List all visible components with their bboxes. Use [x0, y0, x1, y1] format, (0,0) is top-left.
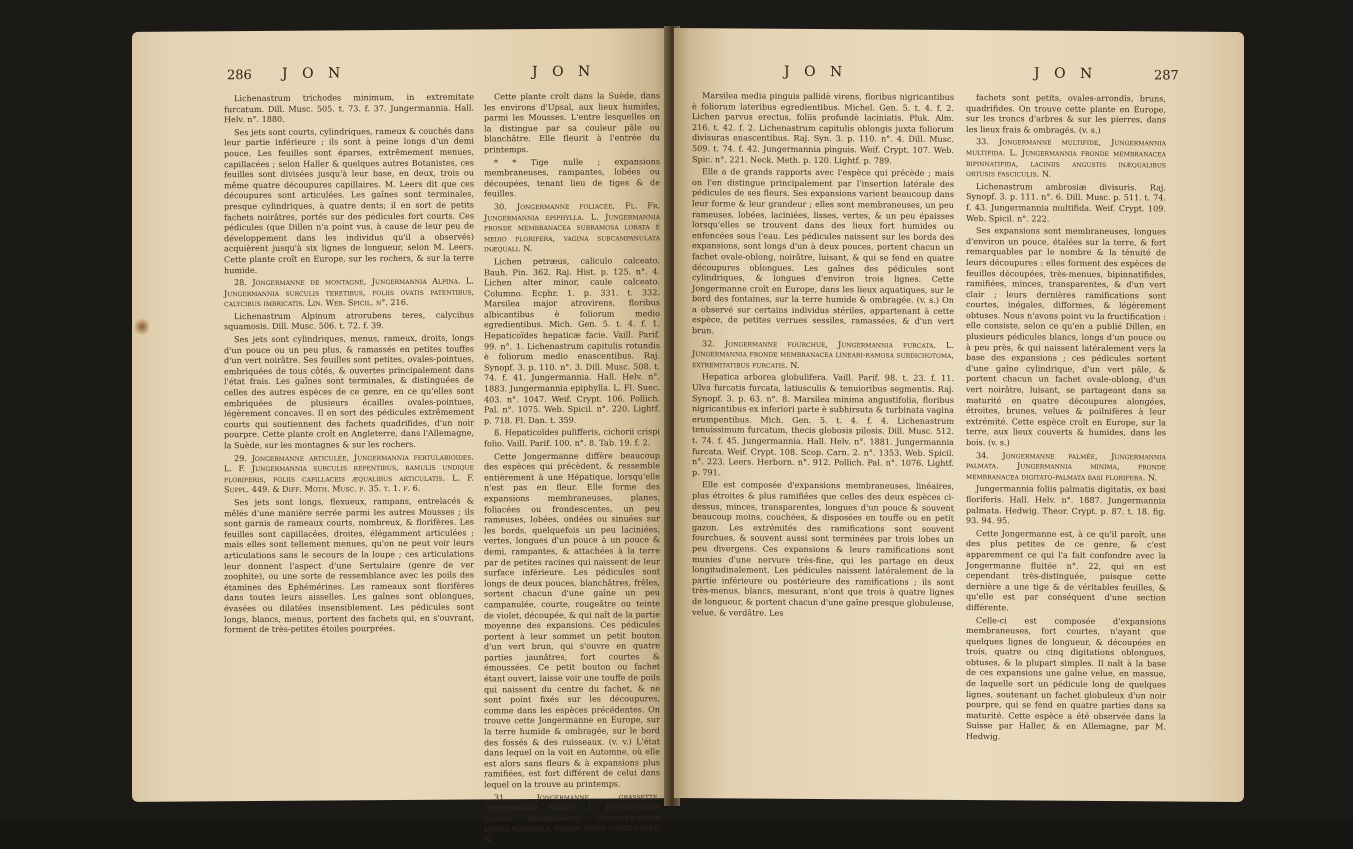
left-page-column-2: [484, 90, 660, 847]
paragraph: Lichenastrum Alpinum atrorubens teres, calycibus squamosis. Dill. Musc. 506. t. 72. f. 39.: [224, 309, 474, 332]
paragraph: 30. Jongermanne foliacée, Fl. Fr. Jungermannia epiphylla. L. Jungermannia fronde membranacea subramosa lobata è medio florifera, vagina subcampanulata inæquali. N.: [484, 200, 660, 254]
paragraph: 29. Jongermanne articulée, Jungermannia fertularioides. L. F. Jungermannia surculis repentibus, ramulis undique floriferis, foliis capillaceis æqualibus articulatis. L. F. Suppl. 449. & Diff. Moth. Musc. p. 35. t. 1. f. 6.: [224, 451, 474, 495]
paragraph: Cette Jongermanne diffère beaucoup des espèces qui précèdent, & ressemble entièrement à une Hépatique, lorsqu'elle n'est pas en fleur. Elle forme des expansions membraneuses, planes, foliacées ou frondescentes, un peu rameuses, lobées, ondées ou sinuées sur les bords, quelquefois un peu laciniées, vertes, longues d'un pouce à un pouce & demi, rampantes, & attachées à la terre par de petites racines qui naissent de leur surface inférieure. Les pédicules sont longs de deux pouces, blanchâtres, frêles, sortent chacun d'une gaîne un peu campanulée, courte, rougeâtre ou teinte de violet, découpée, & qui naît de la partie moyenne des expansions. Ces pédicules portent à leur sommet un petit bouton d'un vert brun, qui s'ouvre en quatre parties jaunâtres, fort courtes & émoussées. Ce petit bouton ou fachet étant ouvert, laisse voir une touffe de poils qui naissent du centre du fachet, & ne sont point fixés sur les découpures, comme dans les espèces précédentes. On trouve cette Jongermanne en Europe, sur la terre humide & ombragée, sur le bord des fossés & des ruisseaux. (v. v.) L'état dans lequel on la voit en Automne, où elle est alors sans fleurs & à expansions plus ramifiées, est fort différent de celui dans lequel on la trouve au printemps.: [484, 449, 660, 790]
running-head-right-col1: J O N: [784, 63, 848, 81]
right-page-column-1: [692, 90, 954, 621]
paragraph: Hepatica arborea globulifera. Vaill. Parif. 98. t. 23. f. 11. Ulva furcatis furcata, latiusculis & tenuioribus segmentis. Raj. Synopf. 3. p. 63. n°. 8. Marsilea minima angustifolia, floribus nigricantibus ex inferiori parte è subhirsuta & turbinata vagina erumpentibus. Mich. Gen. 5. t. 4. f. 4. Lichenastrum tenuissimum furcatum, thecis globosis pilosis. Dill. Musc. 512. t. 74. f. 45. Jungermannia. Hall. Helv. n°. 1881. Jungermannia furcata. Weif. Crypt. 108. Scop. Carn. 2. n°. 1353. Web. Spicil. n°. 223. Leers. Herborn. n°. 912. Pollich. Pal. n°. 1076. Lightf. p. 791.: [692, 371, 954, 478]
running-head-right-col2: J O N: [1034, 65, 1098, 82]
paragraph: Lichenastrum trichodes minimum, in extremitate furcatum. Dill. Musc. 505. t. 73. f. 37. Jungermannia. Hall. Helv. n°. 1880.: [224, 91, 474, 125]
running-head-left-col2: J O N: [532, 63, 596, 81]
paragraph: Cette Jongermanne est, à ce qu'il paroît, une des plus petites de ce genre, & c'est apparemment ce qui l'a fait confondre avec la Jongermanne fluitée n°. 22, qui en est cependant très-distinguée, puisque cette dernière a une tige & de véritables feuilles, & qu'elle est par conséquent d'une section différente.: [966, 527, 1166, 613]
paragraph: 32. Jongermanne fourchue, Jungermannia furcata. L. Jungermannia fronde membranacea lineari-ramosa subdichotoma, extremitatibus furcatis. N.: [692, 337, 954, 370]
right-page-column-2: [966, 92, 1166, 745]
paragraph: 33. Jongermanne multifide, Jungermannia multifida. L. Jungermannia fronde membranacea bipinnatifida, laciniis angustis inæqualibus obtusis fasciculis. N.: [966, 136, 1166, 179]
paper-stain: [135, 317, 149, 337]
paragraph: Ses jets sont longs, flexueux, rampans, entrelacés & mêlés d'une manière serrée parmi les autres Mousses ; ils sont garnis de rameaux courts, nombreux, & florifères. Les feuilles sont capillacées, droites, élégamment articulées ; mais elles sont tellement menues, qu'on ne peut voir leurs articulations sans le secours de la loupe ; ces articulations leur donnent l'aspect d'une Sertulaire (genre de ver zoophite), ou une sorte de ressemblance avec les poils des étamines des Ephémérines. Les rameaux sont florifères dans toutes leurs aisselles. Les gaînes sont oblongues, évasées ou dilatées insensiblement. Les pédicules sont longs, blancs, menus, portent des fachets qui, en s'ouvrant, forment de très-petites étoiles pourprées.: [224, 495, 474, 635]
paragraph: Marsilea media pinguis pallidè virens, floribus nigricantibus è foliorum lateribus egredientibus. Michel. Gen. 5. t. 4. f. 2. Lichen parvus erectus, foliis profundè laciniatis. Pluk. Alm. 216. t. 42. f. 2. Lichenastrum capitulis oblongis juxta foliorum divisuras enascentibus. Raj. Syn. 3. p. 110. n°. 4. Dill. Musc. 509. t. 74. f. 42. Jungermannia pinguis. Weif. Crypt. 107. Web. Spic. n°. 221. Neck. Meth. p. 120. Lightf. p. 789.: [692, 90, 954, 166]
paragraph: 28. Jongermanne de montagne, Jungermannia Alpina. L. Jungermannia surculis teretibus, foliis ovatis patentibus, calycibus imbricatis. Lin. Web. Spicil. n°. 216.: [224, 275, 474, 309]
paragraph: Ses jets sont courts, cylindriques, rameux & couchés dans leur partie inférieure ; ils sont à peine longs d'un demi pouce. Les feuilles sont éparses, extrêmement menues, capillacées ; selon Haller & quelques autres Botanistes, ces feuilles sont divisées jusqu'à leur base, en deux, trois ou même quatre découpures capillaires. M. Leers dit que ces découpures sont articulées. Les gaînes sont terminales, presque cylindriques, à quatre dents; il en sort de petits fachets noirâtres, portés sur des pédicules fort courts. Ces pédicules (que Dillen n'a point vus, à cause de leur peu de développement dans les individus qu'il a observés) acquièrent jusqu'à six lignes de longueur, selon M. Leers. Cette plante croît en Europe, sur les rochers, & sur la terre humide.: [224, 125, 474, 275]
paragraph: Elle est composée d'expansions membraneuses, linéaires, plus étroites & plus ramifiées que celles des deux espèces ci-dessus, minces, transparentes, longues d'un pouce & souvent beaucoup moins, couchées, & disposées en touffe ou en petit gazon. Les extrémités des ramifications sont souvent fourchues, & souvent aussi sont terminées par trois lobes un peu divergens. Ces expansions & leurs ramifications sont munies d'une nervure très-fine, qui les partage en deux longitudinalement. Les pédicules naissent latéralement de la partie inférieure ou postérieure des ramifications ; ils sont très-menus, blancs, mesurant, n'ont que trois à quatre lignes de longueur, & portent chacun d'une gaîne presque globuleuse, velue, & verdâtre. Les: [692, 479, 954, 618]
paragraph: Elle a de grands rapports avec l'espèce qui précède ; mais on l'en distingue principalement par l'insertion latérale des pédicules de ses fleurs. Ses expansions varient beaucoup dans leur forme & leur grandeur ; elles sont membraneuses, un peu rameuses, lobées, laciniées, lisses, vertes, & un peu épaisses lorsqu'elles se trouvent dans des lieux fort humides ou enfoncées sous l'eau. Les pédicules naissent sur les bords des expansions, sont longs d'un à deux pouces, portent chacun un fachet ovale-oblong, noirâtre, luisant, & qui se fend en quatre découpures oblongues. Les gaînes des pédicules sont cylindriques, & longues d'environ trois lignes. Cette Jongermanne croît en Europe, dans les lieux aquatiques, sur le bord des fontaines, sur la terre humide & ombragée. (v. s.) On a observé sur certains individus stériles, appartenant à cette espèce, de petites verrues sessiles, ramassées, & d'un vert brun.: [692, 166, 954, 336]
left-page: [132, 28, 670, 845]
paragraph: Ses jets sont cylindriques, menus, rameux, droits, longs d'un pouce ou un peu plus, & ramassés en petites touffes d'un vert noirâtre. Ses feuilles sont petites, ovales-pointues, embriquées de tous côtés, & ouvertes principalement dans l'état frais. Les gaînes sont terminales, & distinguées de celles des autres espèces de ce genre, en ce qu'elles sont embriquées de plusieurs écailles ovales-pointues, légèrement concaves. Il en sort des pédicules extrêmement courts qui soutiennent des fachets quadrifides, d'un noir pourpre. Cette plante croît en Angleterre, dans l'Allemagne, la Suède, sur les montagnes & sur les rochers.: [224, 332, 474, 451]
running-head-left-col1: J O N: [282, 65, 346, 82]
paragraph: Cette plante croît dans la Suède, dans les environs d'Upsal, aux lieux humides, parmi les Mousses. L'entre lesquelles on la distingue par sa couleur pâle ou blanchâtre. Elle fleurit à l'entrée du printemps.: [484, 90, 660, 155]
paragraph: Lichen petræus, caliculo calceato. Bauh. Pin. 362. Raj. Hist. p. 125. n°. 4. Lichen alter minor, caule calceato. Columno. Ecphr. 1. p. 331. t. 332. Marsilea major atrovirens, floribus albicantibus è foliorum medio egredientibus. Mich. Gen. 5. t. 4. f. 1. Hepaticoïdes hepaticæ facie. Vaill. Parif. 99. n°. 1. Lichenastrum capitulis rotundis è foliorum medio enascentibus. Raj. Synopf. 3. p. 110. n°. 3. Dill. Musc. 508. t. 74. f. 41. Jungermannia. Hall. Helv. n°. 1883. Jungermannia epiphylla. L. Fl. Suec. 403. n°. 1047. Weif. Crypt. 106. Pollich. Pal. n°. 1075. Web. Spicil. n°. 220. Lightf. p. 718. Fl. Dan. t. 359.: [484, 255, 660, 426]
page-number-left: 286: [227, 68, 252, 84]
paragraph: Lichenastrum ambrosiæ divisuris. Raj. Synopf. 3. p. 111. n°. 6. Dill. Musc. p. 511. t. 74. f. 43. Jungermannia multifida. Weif. Crypt. 109. Web. Spicil. n°. 222.: [966, 180, 1166, 224]
paragraph: * * Tige nulle ; expansions membraneuses, rampantes, lobées ou découpées, tenant lieu de tiges & de feuilles.: [484, 155, 660, 199]
right-page: [674, 28, 1244, 802]
paragraph: Celle-ci est composée d'expansions membraneuses, fort courtes, n'ayant que quelques lignes de longueur, & découpées en trois, quatre ou cinq digitations oblongues, obtuses, & la plupart simples. Il naît à la base de ces expansions une gaîne velue, en massue, de laquelle sort un pédicule long de quelques lignes, soutenant un fachet globuleux d'un noir pourpre, qui se fend en quatre parties dans sa maturité. Cette espèce a été observée dans la Suisse par Haller, & en Allemagne, par M. Hedwig.: [966, 614, 1166, 742]
left-page-column-1: [224, 91, 474, 636]
paragraph: Jungermannia foliis palmatis digitatis, ex basi floriferis. Hall. Helv. n°. 1887. Jungermannia palmata. Hedwig. Theor. Crypt. p. 87. t. 18. fig. 93. 94. 95.: [966, 483, 1166, 526]
paragraph: fachets sont petits, ovales-arrondis, bruns, quadrifides. On trouve cette plante en Europe, sur les troncs d'arbres & sur les pierres, dans les lieux frais & ombragés. (v. s.): [966, 92, 1166, 135]
paragraph: ß. Hepaticoïdes pulifferis, cichorii crispi folio. Vaill. Parif. 100. n°. 8. Tab. 19. f. 2.: [484, 426, 660, 449]
paragraph: 34. Jongermanne palmée, Jungermannia palmata. Jungermannia minima, fronde membranacea digitato-palmata basi florifera. N.: [966, 449, 1166, 483]
page-number-right: 287: [1154, 68, 1179, 84]
paragraph: Ses expansions sont membraneuses, longues d'environ un pouce, étalées sur la terre, & fort remarquables par le nombre & la ténuité de leurs découpures : elles forment des espèces de feuilles découpées, très-menues, bipinnatifides, ramifiées, minces, transparentes, & d'un vert clair ; leurs dernières ramifications sont courtes, inégales, difformes, & légèrement obtuses. Nous n'avons point vu la fructification : elle consiste, selon ce qu'en a publié Dillen, en plusieurs pédicules blancs, longs d'un pouce ou à peu près, & qui naissent latéralement vers la base des expansions ; ces pédicules sortent d'une gaîne cylindrique, d'un vert pâle, & portent chacun un fachet ovale-oblong, d'un vert noirâtre, luisant, se partageant dans sa maturité en quatre découpures alongées, étroites, brunes, velues & poilnifères à leur extrémité. Cette espèce croît en Europe, sur la terre, aux lieux couverts & humides, dans les bois. (v. s.): [966, 225, 1166, 448]
paragraph: 31. Jongermanne grassette, Jungermannia pinguis. L. Jungermannia fronde membranacea lobato-laciniata latere florifera, vagina tereti longiuscula. N.: [484, 790, 660, 845]
